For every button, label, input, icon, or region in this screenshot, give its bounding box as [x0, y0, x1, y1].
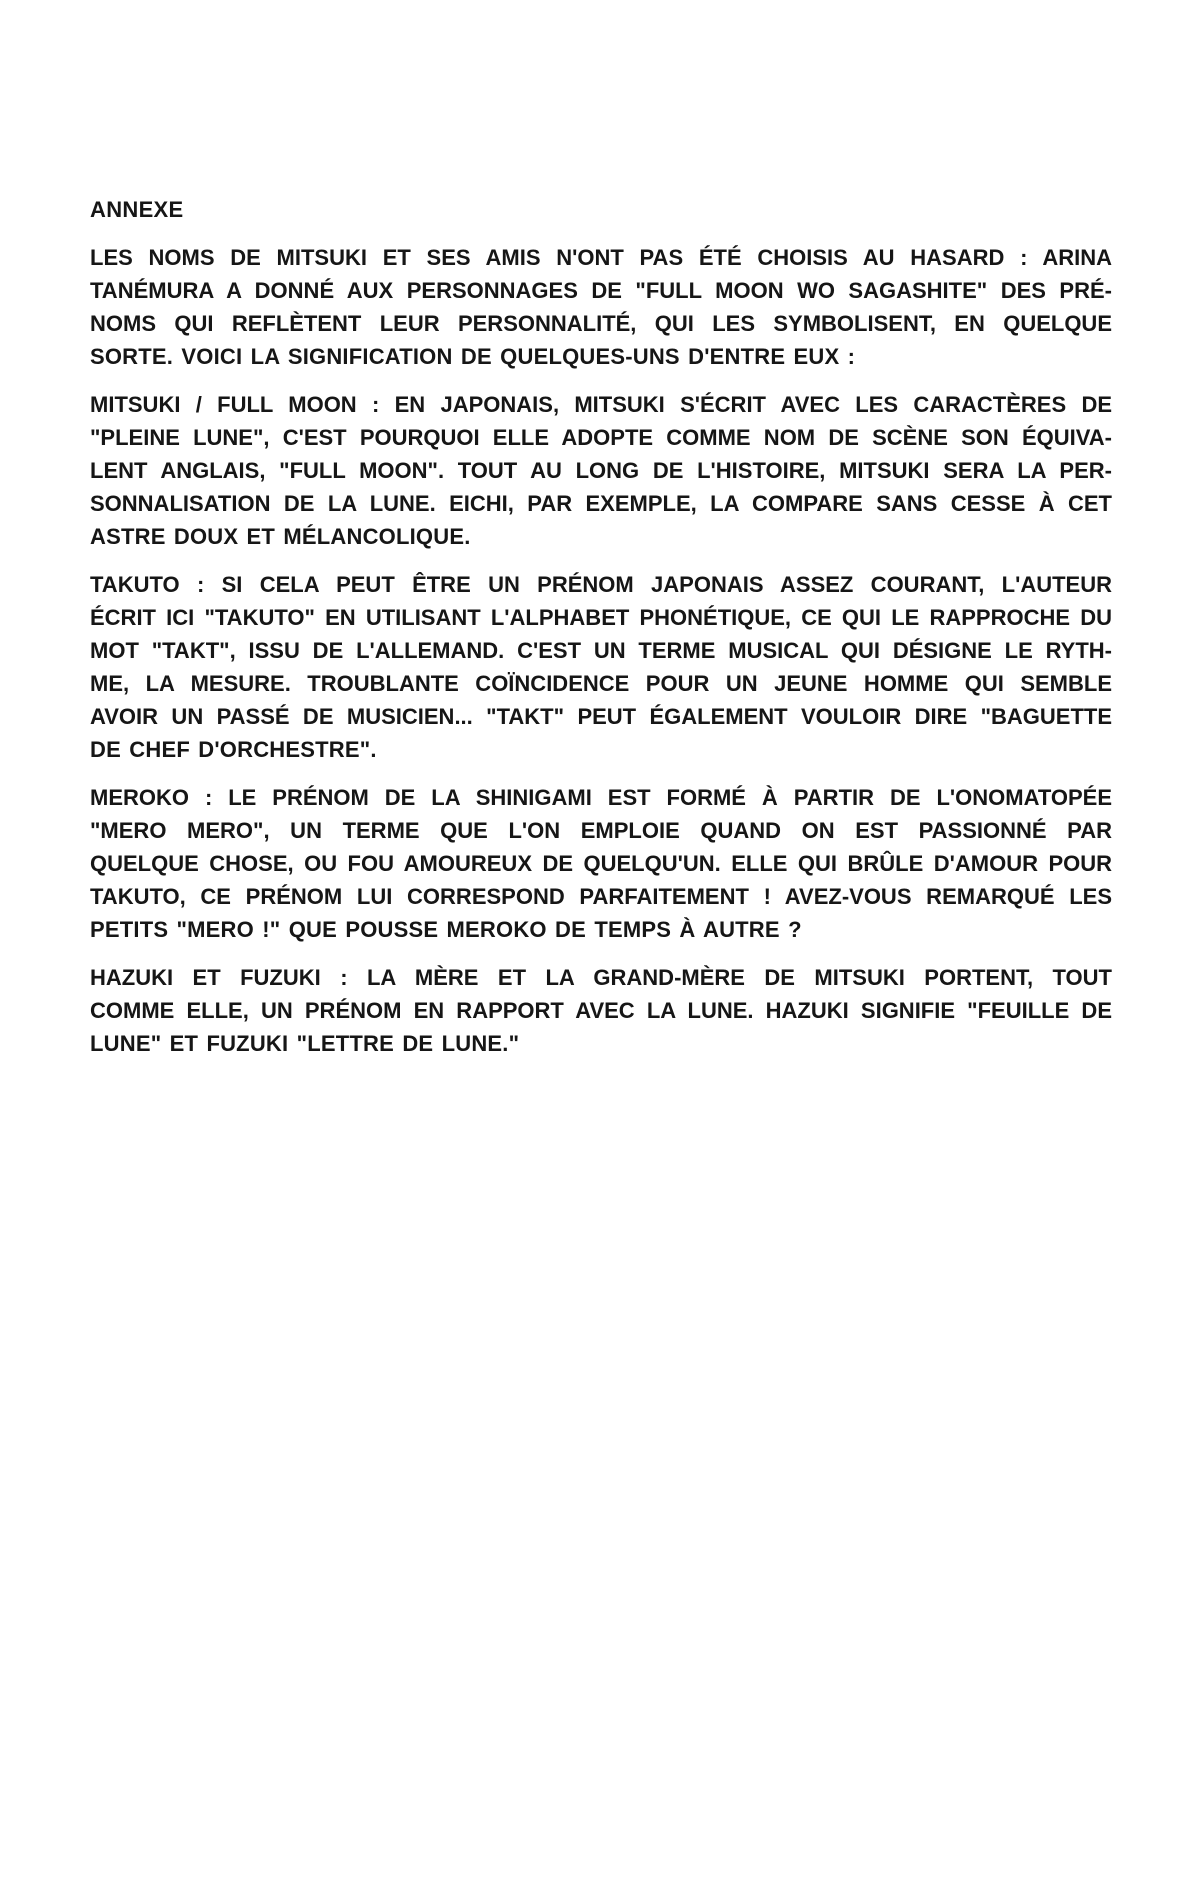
text-line: TANÉMURA A DONNÉ AUX PERSONNAGES DE "FULL MOON WO SAGASHITE" DES PRÉ- [90, 278, 1112, 303]
text-line: LES NOMS DE MITSUKI ET SES AMIS N'ONT PAS ÉTÉ CHOISIS AU HASARD : ARINA [90, 245, 1112, 270]
text-line: TAKUTO, CE PRÉNOM LUI CORRESPOND PARFAITEMENT ! AVEZ-VOUS REMARQUÉ LES [90, 884, 1112, 909]
text-line: DE CHEF D'ORCHESTRE". [90, 737, 377, 762]
text-line: MOT "TAKT", ISSU DE L'ALLEMAND. C'EST UN TERME MUSICAL QUI DÉSIGNE LE RYTH- [90, 638, 1112, 663]
text-line: ME, LA MESURE. TROUBLANTE COÏNCIDENCE POUR UN JEUNE HOMME QUI SEMBLE [90, 671, 1112, 696]
text-line: COMME ELLE, UN PRÉNOM EN RAPPORT AVEC LA LUNE. HAZUKI SIGNIFIE "FEUILLE DE [90, 998, 1112, 1023]
text-line: QUELQUE CHOSE, OU FOU AMOUREUX DE QUELQU'UN. ELLE QUI BRÛLE D'AMOUR POUR [90, 851, 1112, 876]
takuto-paragraph [90, 568, 1112, 766]
text-line: HAZUKI ET FUZUKI : LA MÈRE ET LA GRAND-MÈRE DE MITSUKI PORTENT, TOUT [90, 965, 1112, 990]
hazuki-fuzuki-paragraph [90, 961, 1112, 1060]
meroko-paragraph [90, 781, 1112, 946]
text-line: LUNE" ET FUZUKI "LETTRE DE LUNE." [90, 1031, 520, 1056]
text-line: SONNALISATION DE LA LUNE. EICHI, PAR EXEMPLE, LA COMPARE SANS CESSE À CET [90, 491, 1112, 516]
intro-paragraph [90, 241, 1112, 373]
text-line: ASTRE DOUX ET MÉLANCOLIQUE. [90, 524, 471, 549]
annex-title: ANNEXE [90, 197, 184, 222]
text-line: ÉCRIT ICI "TAKUTO" EN UTILISANT L'ALPHABET PHONÉTIQUE, CE QUI LE RAPPROCHE DU [90, 605, 1112, 630]
text-line: LENT ANGLAIS, "FULL MOON". TOUT AU LONG DE L'HISTOIRE, MITSUKI SERA LA PER- [90, 458, 1112, 483]
text-line: NOMS QUI REFLÈTENT LEUR PERSONNALITÉ, QUI LES SYMBOLISENT, EN QUELQUE [90, 311, 1112, 336]
text-line: TAKUTO : SI CELA PEUT ÊTRE UN PRÉNOM JAPONAIS ASSEZ COURANT, L'AUTEUR [90, 572, 1112, 597]
text-line: PETITS "MERO !" QUE POUSSE MEROKO DE TEMPS À AUTRE ? [90, 917, 802, 942]
text-line: MITSUKI / FULL MOON : EN JAPONAIS, MITSUKI S'ÉCRIT AVEC LES CARACTÈRES DE [90, 392, 1112, 417]
text-line: "MERO MERO", UN TERME QUE L'ON EMPLOIE QUAND ON EST PASSIONNÉ PAR [90, 818, 1112, 843]
text-line: MEROKO : LE PRÉNOM DE LA SHINIGAMI EST FORMÉ À PARTIR DE L'ONOMATOPÉE [90, 785, 1112, 810]
text-line: "PLEINE LUNE", C'EST POURQUOI ELLE ADOPTE COMME NOM DE SCÈNE SON ÉQUIVA- [90, 425, 1112, 450]
text-line: SORTE. VOICI LA SIGNIFICATION DE QUELQUES-UNS D'ENTRE EUX : [90, 344, 856, 369]
mitsuki-paragraph [90, 388, 1112, 553]
text-line: AVOIR UN PASSÉ DE MUSICIEN... "TAKT" PEUT ÉGALEMENT VOULOIR DIRE "BAGUETTE [90, 704, 1112, 729]
